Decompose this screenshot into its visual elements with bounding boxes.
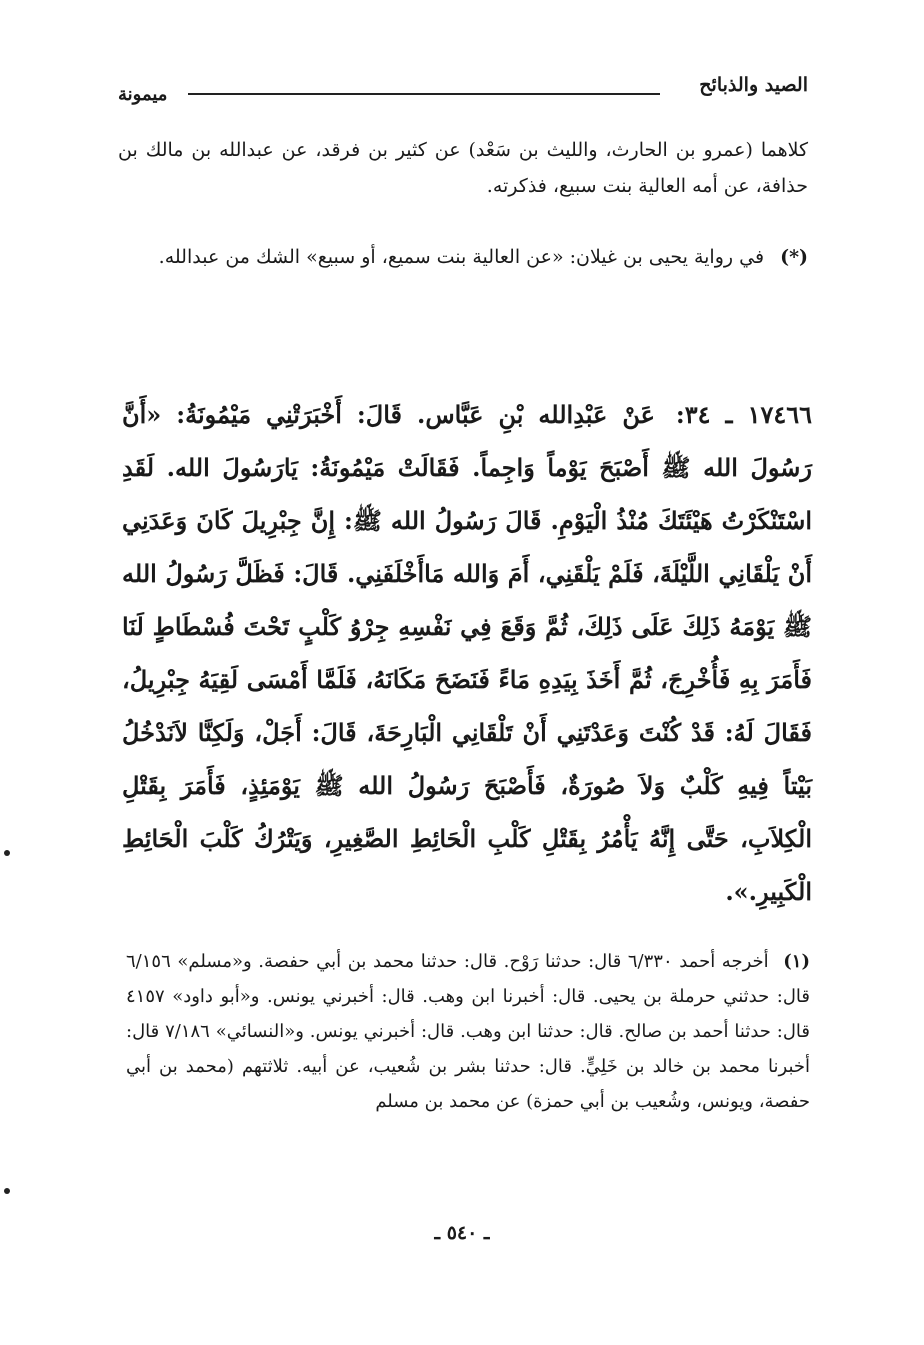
margin-mark [4,850,10,856]
continuation-paragraph [118,132,808,204]
footnote-mark: (١) [783,951,810,972]
header-rule [188,93,660,95]
footnote-text: أخرجه أحمد ٦/٣٣٠ قال: حدثنا رَوْح. قال: حدثنا محمد بن أبي حفصة. و«مسلم» ٦/١٥٦ قال: حدثني حرملة بن يحيى. قال: أخبرنا ابن وهب. قال: أخبرني يونس. و«أبو داود» ٤١٥٧ قال: حدثنا أحمد بن صالح. قال: حدثنا ابن وهب. قال: أخبرني يونس. و«النسائي» ٧/١٨٦ قال: أخبرنا محمد بن خالد بن خَلِيٍّ. قال: حدثنا بشر بن شُعيب، عن أبيه. ثلاثتهم (محمد بن أبي حفصة، ويونس، وشُعيب بن أبي حمزة) عن محمد بن مسلم [126,951,810,1112]
star-note-mark: (*) [780,246,808,268]
page-number: ـ ٥٤٠ ـ [434,1222,490,1244]
section-title: ميمونة [118,84,168,105]
footnote [126,944,810,1119]
hadith-body: عَنْ عَبْدِالله بْنِ عَبَّاس. قَالَ: أَخْبَرَتْنِي مَيْمُونَةُ: «أَنَّ رَسُولَ الله ﷺ أَصْبَحَ يَوْماً وَاجِماً. فَقَالَتْ مَيْمُونَةُ: يَارَسُولَ الله. لَقَدِ اسْتَنْكَرْتُ هَيْئَتَكَ مُنْذُ الْيَوْمِ. قَالَ رَسُولُ الله ﷺ: إِنَّ جِبْرِيلَ كَانَ وَعَدَنِي أَنْ يَلْقَانِي اللَّيْلَةَ، فَلَمْ يَلْقَنِي، أَمَ وَالله مَاأَخْلَفَنِي. قَالَ: فَظَلَّ رَسُولُ الله ﷺ يَوْمَهُ ذَلِكَ عَلَى ذَلِكَ، ثُمَّ وَقَعَ فِي نَفْسِهِ جِرْوُ كَلْبٍ تَحْتَ فُسْطَاطٍ لَنَا فَأَمَرَ بِهِ فَأُخْرِجَ، ثُمَّ أَخَذَ بِيَدِهِ مَاءً فَنَضَحَ مَكَانَهُ، فَلَمَّا أَمْسَى لَقِيَهُ جِبْرِيلُ، فَقَالَ لَهُ: قَدْ كُنْتَ وَعَدْتَنِي أَنْ تَلْقَانِي الْبَارِحَةَ، قَالَ: أَجَلْ، وَلَكِنَّا لاَنَدْخُلُ بَيْتاً فِيهِ كَلْبٌ وَلاَ صُورَةٌ، فَأَصْبَحَ رَسُولُ الله ﷺ يَوْمَئِذٍ، فَأَمَرَ بِقَتْلِ الْكِلاَبِ، حَتَّى إِنَّهُ يَأْمُرُ بِقَتْلِ كَلْبِ الْحَائِطِ الصَّغِيرِ، وَيَتْرُكُ كَلْبَ الْحَائِطِ الْكَبِيرِ.». [122,400,812,906]
star-note [118,238,808,276]
star-note-text: في رواية يحيى بن غيلان: «عن العالية بنت سميع، أو سبيع» الشك من عبدالله. [158,246,765,268]
running-header [118,72,808,108]
margin-mark [4,1188,10,1194]
chapter-title: الصيد والذبائح [699,74,808,96]
hadith-number: ١٧٤٦٦ ـ ٣٤: [675,400,813,429]
continuation-text: كلاهما (عمرو بن الحارث، والليث بن سَعْد) عن كثير بن فرقد، عن عبدالله بن مالك بن حذافة، عن أمه العالية بنت سبيع، فذكرته. [118,139,808,197]
hadith-text [122,388,812,918]
